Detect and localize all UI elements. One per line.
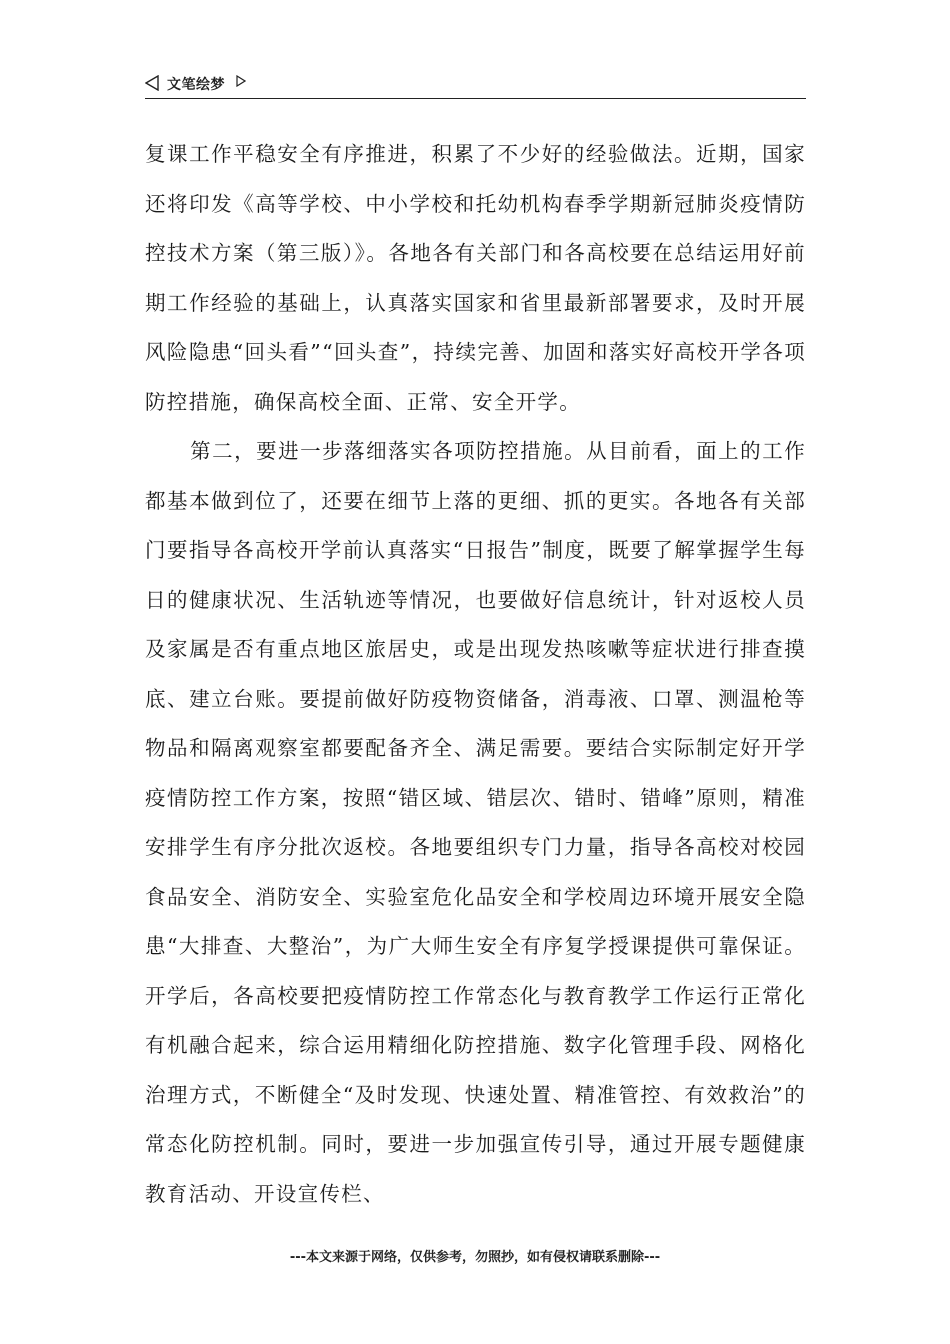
brand-name: 文笔绘梦 xyxy=(167,77,225,93)
paragraph-1: 复课工作平稳安全有序推进，积累了不少好的经验做法。近期，国家还将印发《高等学校、中小学校和托幼机构春季学期新冠肺炎疫情防控技术方案（第三版）》。各地各有关部门和各高校要在总结运用好前期工作经验的基础上，认真落实国家和省里最新部署要求，及时开展风险隐患“回头看”“回头查”，持续完善、加固和落实好高校开学各项防控措施，确保高校全面、正常、安全开学。 xyxy=(145,142,806,414)
triangle-right-icon xyxy=(236,75,246,87)
paragraph-2: 第二，要进一步落细落实各项防控措施。从目前看，面上的工作都基本做到位了，还要在细节上落的更细、抓的更实。各地各有关部门要指导各高校开学前认真落实“日报告”制度，既要了解掌握学生每日的健康状况、生活轨迹等情况，也要做好信息统计，针对返校人员及家属是否有重点地区旅居史，或是出现发热咳嗽等症状进行排查摸底、建立台账。要提前做好防疫物资储备，消毒液、口罩、测温枪等物品和隔离观察室都要配备齐全、满足需要。要结合实际制定好开学疫情防控工作方案，按照“错区域、错层次、错时、错峰”原则，精准安排学生有序分批次返校。各地要组织专门力量，指导各高校对校园食品安全、消防安全、实验室危化品安全和学校周边环境开展安全隐患“大排查、大整治”，为广大师生安全有序复学授课提供可靠保证。开学后，各高校要把疫情防控工作常态化与教育教学工作运行正常化有机融合起来，综合运用精细化防控措施、数字化管理手段、网格化治理方式，不断健全“及时发现、快速处置、精准管控、有效救治”的常态化防控机制。同时，要进一步加强宣传引导，通过开展专题健康教育活动、开设宣传栏、 xyxy=(145,439,806,1206)
triangle-left-icon xyxy=(145,75,159,91)
disclaimer-footer: ---本文来源于网络，仅供参考，勿照抄，如有侵权请联系删除--- xyxy=(289,1250,661,1265)
page-header xyxy=(145,72,806,99)
article-body xyxy=(145,130,806,1219)
